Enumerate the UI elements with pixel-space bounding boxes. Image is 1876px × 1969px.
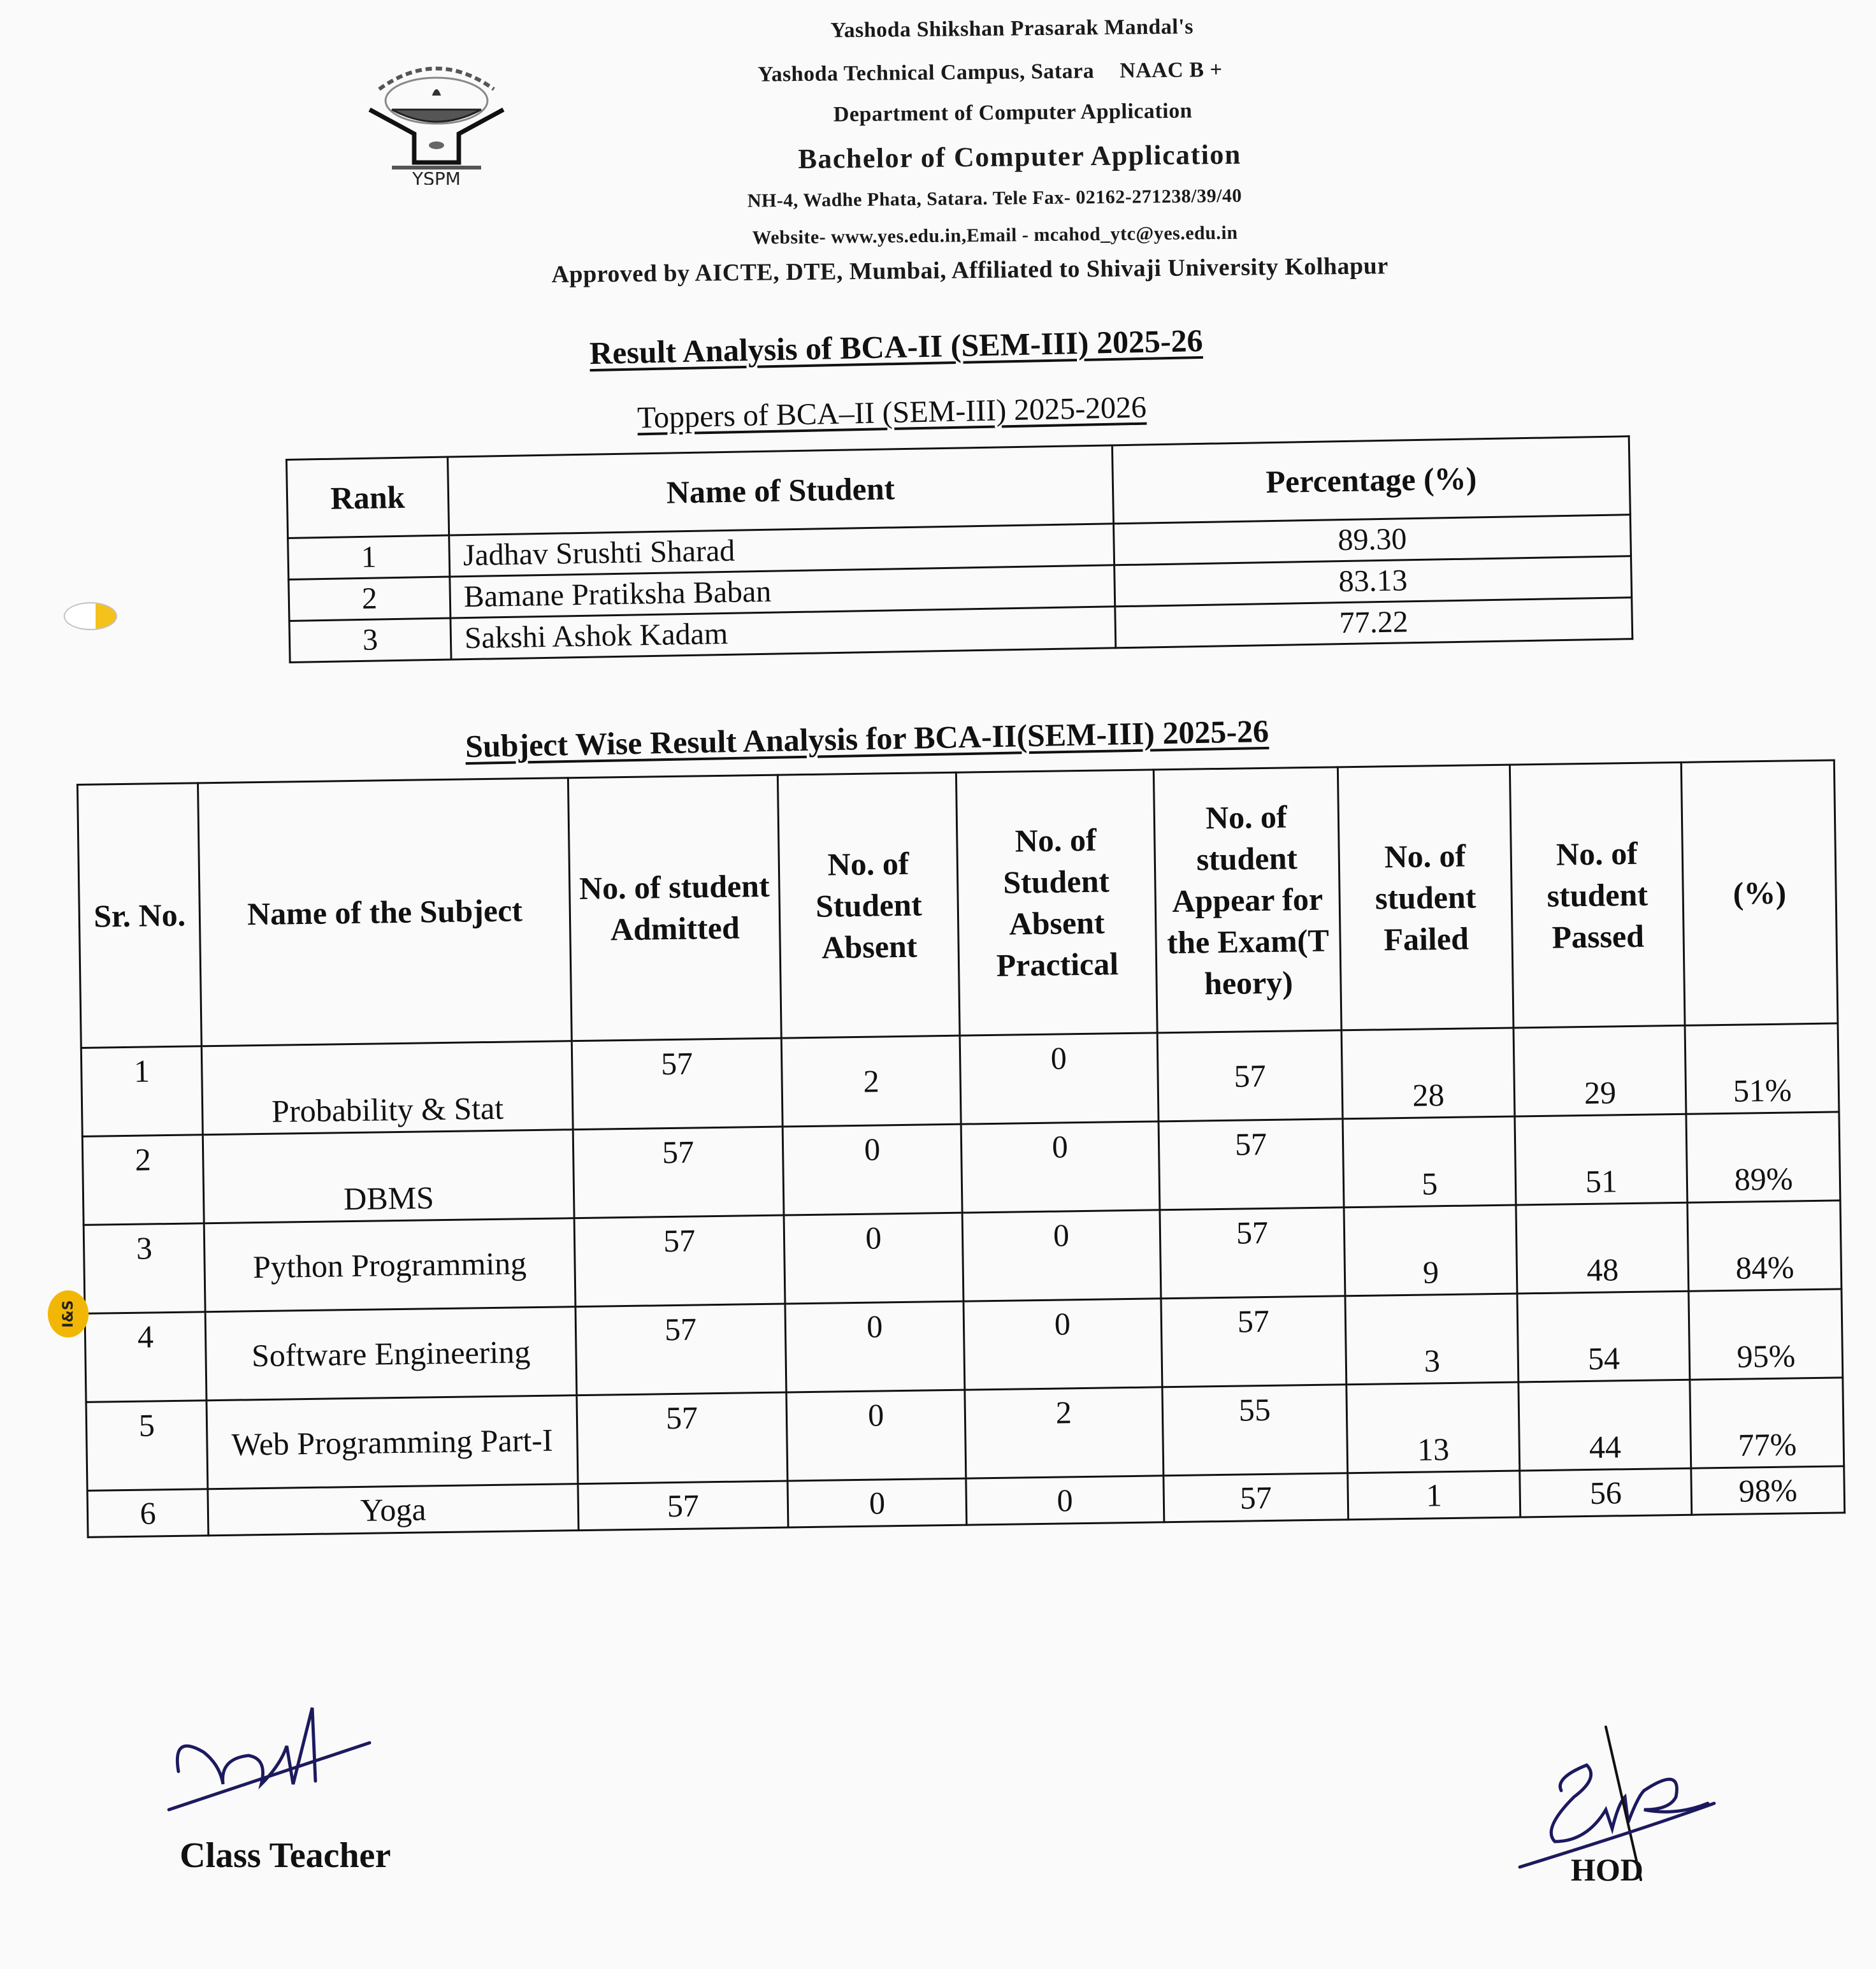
class-teacher-signature: [159, 1695, 376, 1816]
cell-sr: 5: [86, 1401, 208, 1491]
cell-subject-name: Yoga: [208, 1484, 578, 1536]
signature-scribble-icon: [159, 1695, 376, 1816]
svg-text:YSPM: YSPM: [412, 168, 461, 185]
cell-percent: 77%: [1690, 1378, 1844, 1468]
hod-label: HOD: [1571, 1852, 1643, 1887]
cell-passed: 51: [1515, 1114, 1687, 1205]
cell-percent: 51%: [1685, 1023, 1839, 1114]
cell-absent-practical: 0: [960, 1033, 1158, 1124]
cell-percent: 89%: [1686, 1112, 1840, 1202]
header-appeared-theory: No. of student Appear for the Exam(T heory): [1153, 767, 1341, 1033]
cell-subject-name: Python Programming: [205, 1218, 575, 1312]
cell-subject-name: Web Programming Part-I: [206, 1396, 577, 1489]
cell-absent: 2: [782, 1035, 962, 1127]
header-sr-no: Sr. No.: [78, 783, 202, 1048]
cell-failed: 1: [1348, 1471, 1520, 1520]
cell-admitted: 57: [578, 1481, 789, 1531]
topper-percentage: 89.30: [1113, 515, 1631, 565]
cell-appeared: 57: [1161, 1296, 1347, 1387]
subject-analysis-title: Subject Wise Result Analysis for BCA-II(SEM-III) 2025-26: [465, 712, 1269, 765]
cell-failed: 3: [1345, 1294, 1518, 1385]
subject-result-table: [76, 759, 1845, 1538]
address-line: NH-4, Wadhe Phata, Satara. Tele Fax- 02162-271238/39/40: [747, 185, 1243, 212]
punch-hole-mark: [64, 602, 117, 630]
cell-absent: 0: [784, 1213, 963, 1304]
topper-name: Jadhav Srushti Sharad: [449, 524, 1115, 577]
cell-failed: 9: [1344, 1205, 1517, 1296]
program-name: Bachelor of Computer Application: [798, 138, 1242, 175]
cell-passed: 29: [1513, 1025, 1686, 1116]
cell-percent: 98%: [1691, 1466, 1845, 1515]
header-admitted: No. of student Admitted: [568, 775, 781, 1041]
campus-name: Yashoda Technical Campus, Satara: [757, 59, 1095, 87]
header-absent: No. of Student Absent: [778, 772, 960, 1038]
cell-absent: 0: [788, 1478, 967, 1527]
class-teacher-label: Class Teacher: [180, 1836, 391, 1875]
cell-absent-practical: 0: [966, 1476, 1164, 1525]
header-absent-practical: No. of Student Absent Practical: [956, 770, 1157, 1035]
cell-absent: 0: [783, 1124, 962, 1215]
cell-passed: 48: [1516, 1202, 1689, 1294]
header-passed: No. of student Passed: [1510, 762, 1685, 1028]
topper-percentage: 77.22: [1115, 598, 1633, 648]
cell-admitted: 57: [574, 1215, 786, 1307]
cell-subject-name: Software Engineering: [205, 1307, 576, 1401]
cell-absent-practical: 0: [962, 1210, 1161, 1301]
approval-line: Approved by AICTE, DTE, Mumbai, Affiliated to Shivaji University Kolhapur: [551, 252, 1389, 289]
cell-sr: 2: [82, 1135, 204, 1225]
cell-admitted: 57: [573, 1127, 784, 1218]
topper-rank: 2: [289, 577, 451, 621]
letterhead: [496, 1, 1582, 287]
cell-absent-practical: 0: [961, 1122, 1160, 1213]
toppers-table: [285, 435, 1633, 663]
cell-passed: 54: [1517, 1291, 1690, 1382]
cell-percent: 84%: [1687, 1201, 1842, 1291]
cell-failed: 5: [1343, 1116, 1515, 1208]
topper-rank: 3: [289, 618, 451, 662]
margin-sticker: I&S: [48, 1290, 89, 1338]
contact-line: Website- www.yes.edu.in,Email - mcahod_ytc@yes.edu.in: [752, 222, 1238, 249]
naac-grade: NAAC B +: [1119, 57, 1223, 83]
cell-admitted: 57: [577, 1392, 788, 1484]
toppers-title: Toppers of BCA–II (SEM-III) 2025-2026: [637, 390, 1147, 435]
header-failed: No. of student Failed: [1338, 765, 1513, 1030]
cell-failed: 28: [1341, 1028, 1514, 1119]
cell-sr: 1: [81, 1046, 203, 1137]
cell-failed: 13: [1346, 1382, 1519, 1473]
cell-passed: 56: [1520, 1468, 1692, 1517]
cell-appeared: 57: [1157, 1030, 1343, 1122]
campus-line: [401, 55, 1580, 89]
cell-appeared: 57: [1160, 1208, 1346, 1299]
header-rank: Rank: [287, 457, 449, 538]
cell-absent-practical: 0: [963, 1299, 1162, 1390]
header-student-name: Name of Student: [447, 445, 1113, 535]
document-title: Result Analysis of BCA-II (SEM-III) 2025-26: [589, 322, 1204, 371]
cell-appeared: 55: [1162, 1385, 1348, 1476]
cell-sr: 3: [83, 1223, 205, 1314]
topper-name: Sakshi Ashok Kadam: [451, 607, 1116, 660]
header-subject-name: Name of the Subject: [198, 778, 572, 1046]
cell-admitted: 57: [575, 1304, 787, 1396]
header-percent: (%): [1682, 760, 1838, 1025]
subject-header-row: [78, 760, 1838, 1048]
cell-absent: 0: [786, 1390, 966, 1481]
cell-admitted: 57: [572, 1038, 783, 1130]
mandal-name: Yashoda Shikshan Prasarak Mandal's: [830, 15, 1194, 43]
topper-percentage: 83.13: [1115, 556, 1632, 607]
header-percentage: Percentage (%): [1112, 436, 1630, 524]
cell-appeared: 57: [1158, 1119, 1345, 1210]
topper-name: Bamane Pratiksha Baban: [450, 565, 1115, 618]
cell-percent: 95%: [1689, 1289, 1843, 1380]
cell-subject-name: Probability & Stat: [202, 1041, 573, 1135]
cell-passed: 44: [1519, 1380, 1691, 1471]
department-name: Department of Computer Application: [833, 99, 1193, 127]
topper-rank: 1: [288, 535, 450, 579]
cell-sr: 6: [87, 1489, 208, 1538]
cell-absent: 0: [785, 1301, 965, 1392]
cell-sr: 4: [85, 1312, 206, 1403]
cell-absent-practical: 2: [965, 1387, 1164, 1478]
cell-appeared: 57: [1163, 1473, 1348, 1522]
cell-subject-name: DBMS: [203, 1130, 574, 1223]
